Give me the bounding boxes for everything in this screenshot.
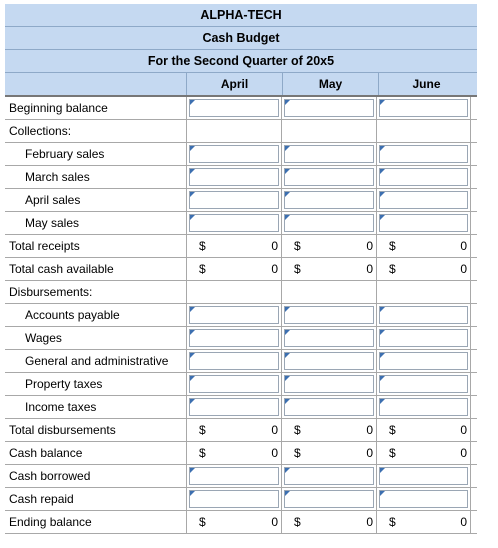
general-and-administrative-june-input[interactable]	[379, 352, 468, 370]
row-label: Beginning balance	[9, 101, 108, 115]
income-taxes-june-input[interactable]	[379, 398, 468, 416]
accounts-payable-may-input[interactable]	[284, 306, 374, 324]
currency-symbol: $	[389, 423, 396, 437]
total-disbursements-june-cell	[376, 419, 471, 441]
row-label: March sales	[25, 170, 90, 184]
total-disbursements-april-cell	[186, 419, 281, 441]
beginning-balance-april-input[interactable]	[189, 99, 279, 117]
total-cash-available-may-value: 0	[366, 262, 373, 276]
row-label: Cash borrowed	[9, 469, 91, 483]
may-sales-june-input[interactable]	[379, 214, 468, 232]
disbursements-april-cell	[186, 281, 281, 303]
february-sales-june-cell	[376, 143, 471, 165]
february-sales-may-input[interactable]	[284, 145, 374, 163]
currency-symbol: $	[389, 446, 396, 460]
accounts-payable-april-cell	[186, 304, 281, 326]
total-receipts-april-cell	[186, 235, 281, 257]
april-sales-june-input[interactable]	[379, 191, 468, 209]
currency-symbol: $	[199, 446, 206, 460]
ending-balance-may-cell	[281, 511, 376, 533]
row-label: Disbursements:	[9, 285, 93, 299]
cash-repaid-june-cell	[376, 488, 471, 510]
wages-april-input[interactable]	[189, 329, 279, 347]
row-ending-balance	[5, 511, 477, 534]
may-sales-april-cell	[186, 212, 281, 234]
row-cash-balance	[5, 442, 477, 465]
accounts-payable-june-cell	[376, 304, 471, 326]
row-label: General and administrative	[25, 354, 169, 368]
wages-june-input[interactable]	[379, 329, 468, 347]
beginning-balance-april-cell	[186, 97, 281, 119]
cash-repaid-april-cell	[186, 488, 281, 510]
cash-balance-june-cell	[376, 442, 471, 464]
total-cash-available-june-cell	[376, 258, 471, 280]
cash-balance-may-value: 0	[366, 446, 373, 460]
income-taxes-april-input[interactable]	[189, 398, 279, 416]
cash-balance-april-cell	[186, 442, 281, 464]
wages-june-cell	[376, 327, 471, 349]
row-property-taxes	[5, 373, 477, 396]
total-disbursements-may-value: 0	[366, 423, 373, 437]
column-header-blank	[5, 73, 186, 95]
ending-balance-june-value: 0	[460, 515, 467, 529]
total-receipts-may-cell	[281, 235, 376, 257]
row-label: Income taxes	[25, 400, 97, 414]
row-may-sales	[5, 212, 477, 235]
row-total-receipts	[5, 235, 477, 258]
row-cash-borrowed	[5, 465, 477, 488]
column-header-row	[5, 73, 477, 97]
currency-symbol: $	[294, 423, 301, 437]
february-sales-may-cell	[281, 143, 376, 165]
total-receipts-june-cell	[376, 235, 471, 257]
total-cash-available-may-cell	[281, 258, 376, 280]
general-and-administrative-april-cell	[186, 350, 281, 372]
currency-symbol: $	[294, 239, 301, 253]
ending-balance-april-value: 0	[271, 515, 278, 529]
row-total-disbursements	[5, 419, 477, 442]
currency-symbol: $	[389, 262, 396, 276]
general-and-administrative-may-cell	[281, 350, 376, 372]
row-label: Total disbursements	[9, 423, 116, 437]
row-total-cash-available	[5, 258, 477, 281]
row-label: Accounts payable	[25, 308, 120, 322]
ending-balance-may-value: 0	[366, 515, 373, 529]
march-sales-may-cell	[281, 166, 376, 188]
may-sales-june-cell	[376, 212, 471, 234]
row-label: Wages	[25, 331, 62, 345]
row-label: Collections:	[9, 124, 72, 138]
wages-april-cell	[186, 327, 281, 349]
wages-may-input[interactable]	[284, 329, 374, 347]
row-label: Cash repaid	[9, 492, 74, 506]
column-header-april: April	[186, 73, 282, 95]
row-cash-repaid	[5, 488, 477, 511]
march-sales-april-input[interactable]	[189, 168, 279, 186]
beginning-balance-june-input[interactable]	[379, 99, 468, 117]
currency-symbol: $	[199, 262, 206, 276]
currency-symbol: $	[199, 239, 206, 253]
general-and-administrative-may-input[interactable]	[284, 352, 374, 370]
total-receipts-may-value: 0	[366, 239, 373, 253]
total-disbursements-june-value: 0	[460, 423, 467, 437]
april-sales-may-cell	[281, 189, 376, 211]
may-sales-april-input[interactable]	[189, 214, 279, 232]
cash-repaid-april-input[interactable]	[189, 490, 279, 508]
budget-period: For the Second Quarter of 20x5	[5, 50, 477, 73]
may-sales-may-input[interactable]	[284, 214, 374, 232]
property-taxes-may-input[interactable]	[284, 375, 374, 393]
collections-june-cell	[376, 120, 471, 142]
total-disbursements-may-cell	[281, 419, 376, 441]
row-label: Total cash available	[9, 262, 114, 276]
row-label: May sales	[25, 216, 80, 230]
april-sales-april-input[interactable]	[189, 191, 279, 209]
april-sales-may-input[interactable]	[284, 191, 374, 209]
cash-borrowed-april-input[interactable]	[189, 467, 279, 485]
cash-balance-may-cell	[281, 442, 376, 464]
may-sales-may-cell	[281, 212, 376, 234]
row-wages	[5, 327, 477, 350]
row-disbursements	[5, 281, 477, 304]
cash-borrowed-may-input[interactable]	[284, 467, 374, 485]
currency-symbol: $	[389, 515, 396, 529]
total-disbursements-april-value: 0	[271, 423, 278, 437]
row-collections	[5, 120, 477, 143]
property-taxes-june-cell	[376, 373, 471, 395]
row-general-and-administrative	[5, 350, 477, 373]
row-beginning-balance	[5, 97, 477, 120]
beginning-balance-may-input[interactable]	[284, 99, 374, 117]
income-taxes-june-cell	[376, 396, 471, 418]
february-sales-april-cell	[186, 143, 281, 165]
row-label: Ending balance	[9, 515, 92, 529]
cash-borrowed-june-cell	[376, 465, 471, 487]
row-accounts-payable	[5, 304, 477, 327]
row-income-taxes	[5, 396, 477, 419]
cash-repaid-may-cell	[281, 488, 376, 510]
row-label: Cash balance	[9, 446, 83, 460]
april-sales-april-cell	[186, 189, 281, 211]
total-receipts-april-value: 0	[271, 239, 278, 253]
cash-borrowed-june-input[interactable]	[379, 467, 468, 485]
property-taxes-june-input[interactable]	[379, 375, 468, 393]
income-taxes-april-cell	[186, 396, 281, 418]
row-label: Property taxes	[25, 377, 103, 391]
march-sales-june-input[interactable]	[379, 168, 468, 186]
currency-symbol: $	[294, 446, 301, 460]
cash-balance-june-value: 0	[460, 446, 467, 460]
disbursements-may-cell	[281, 281, 376, 303]
accounts-payable-april-input[interactable]	[189, 306, 279, 324]
beginning-balance-may-cell	[281, 97, 376, 119]
currency-symbol: $	[199, 423, 206, 437]
row-label: Total receipts	[9, 239, 80, 253]
column-header-june: June	[378, 73, 474, 95]
column-header-may: May	[282, 73, 378, 95]
april-sales-june-cell	[376, 189, 471, 211]
budget-rows	[5, 97, 477, 534]
row-february-sales	[5, 143, 477, 166]
accounts-payable-may-cell	[281, 304, 376, 326]
cash-balance-april-value: 0	[271, 446, 278, 460]
property-taxes-april-cell	[186, 373, 281, 395]
income-taxes-may-input[interactable]	[284, 398, 374, 416]
ending-balance-june-cell	[376, 511, 471, 533]
march-sales-may-input[interactable]	[284, 168, 374, 186]
cash-repaid-may-input[interactable]	[284, 490, 374, 508]
beginning-balance-june-cell	[376, 97, 471, 119]
general-and-administrative-june-cell	[376, 350, 471, 372]
cash-borrowed-april-cell	[186, 465, 281, 487]
wages-may-cell	[281, 327, 376, 349]
income-taxes-may-cell	[281, 396, 376, 418]
row-april-sales	[5, 189, 477, 212]
currency-symbol: $	[294, 262, 301, 276]
total-cash-available-april-cell	[186, 258, 281, 280]
property-taxes-april-input[interactable]	[189, 375, 279, 393]
property-taxes-may-cell	[281, 373, 376, 395]
cash-borrowed-may-cell	[281, 465, 376, 487]
company-name: ALPHA-TECH	[5, 4, 477, 27]
cash-repaid-june-input[interactable]	[379, 490, 468, 508]
currency-symbol: $	[389, 239, 396, 253]
row-label: April sales	[25, 193, 81, 207]
accounts-payable-june-input[interactable]	[379, 306, 468, 324]
currency-symbol: $	[294, 515, 301, 529]
general-and-administrative-april-input[interactable]	[189, 352, 279, 370]
row-label: February sales	[25, 147, 105, 161]
ending-balance-april-cell	[186, 511, 281, 533]
currency-symbol: $	[199, 515, 206, 529]
row-march-sales	[5, 166, 477, 189]
disbursements-june-cell	[376, 281, 471, 303]
cash-budget-sheet	[5, 4, 477, 534]
february-sales-april-input[interactable]	[189, 145, 279, 163]
march-sales-june-cell	[376, 166, 471, 188]
total-cash-available-april-value: 0	[271, 262, 278, 276]
collections-april-cell	[186, 120, 281, 142]
budget-title: Cash Budget	[5, 27, 477, 50]
march-sales-april-cell	[186, 166, 281, 188]
collections-may-cell	[281, 120, 376, 142]
february-sales-june-input[interactable]	[379, 145, 468, 163]
total-receipts-june-value: 0	[460, 239, 467, 253]
total-cash-available-june-value: 0	[460, 262, 467, 276]
